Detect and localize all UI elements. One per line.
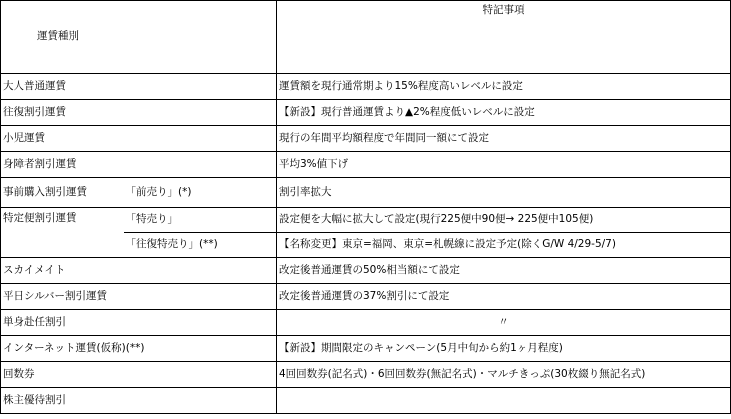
row-sub-specific-1: 「特売り」 <box>124 208 277 233</box>
row-label-specific: 特定便割引運賃 <box>1 208 124 258</box>
row-label-internet: インターネット運賃(仮称)(**) <box>1 336 277 362</box>
row-sub-advance: 「前売り」(*) <box>124 178 277 208</box>
table-row <box>1 208 731 233</box>
row-note-specific-2: 【名称変更】東京=福岡、東京=札幌線に設定予定(除くG/W 4/29-5/7) <box>277 233 731 258</box>
row-note-skymate: 改定後普通運賃の50%相当額にて設定 <box>277 258 731 284</box>
row-note-disabled: 平均3%値下げ <box>277 152 731 178</box>
row-label-shareholder: 株主優待割引 <box>1 388 277 414</box>
table-row <box>1 336 731 362</box>
row-label-advance: 事前購入割引運賃 <box>1 178 124 208</box>
row-label-coupon: 回数券 <box>1 362 277 388</box>
row-note-coupon: 4回回数券(記名式)・6回回数券(無記名式)・マルチきっぷ(30枚綴り無記名式) <box>277 362 731 388</box>
table-row <box>1 362 731 388</box>
row-note-round-trip: 【新設】現行普通運賃より▲2%程度低いレベルに設定 <box>277 100 731 126</box>
table-row <box>1 74 731 100</box>
header-row <box>1 1 731 74</box>
table-row <box>1 310 731 336</box>
table-row <box>1 284 731 310</box>
row-label-skymate: スカイメイト <box>1 258 277 284</box>
header-special-notes: 特記事項 <box>277 1 731 74</box>
row-note-specific-1: 設定便を大幅に拡大して設定(現行225便中90便→ 225便中105便) <box>277 208 731 233</box>
table-row <box>1 388 731 414</box>
row-label-round-trip: 往復割引運賃 <box>1 100 277 126</box>
row-label-adult: 大人普通運賃 <box>1 74 277 100</box>
row-note-internet: 【新設】期間限定のキャンペーン(5月中旬から約1ヶ月程度) <box>277 336 731 362</box>
row-note-shareholder <box>277 388 731 414</box>
row-label-disabled: 身障者割引運賃 <box>1 152 277 178</box>
row-note-senior: 改定後普通運賃の37%割引にて設定 <box>277 284 731 310</box>
row-label-single-posting: 単身赴任割引 <box>1 310 277 336</box>
row-note-child: 現行の年間平均額程度で年間同一額にて設定 <box>277 126 731 152</box>
row-note-adult: 運賃額を現行通常期より15%程度高いレベルに設定 <box>277 74 731 100</box>
row-sub-specific-2: 「往復特売り」(**) <box>124 233 277 258</box>
header-fare-type: 運賃種別 <box>1 1 277 74</box>
table-row <box>1 100 731 126</box>
table-row <box>1 126 731 152</box>
table-row <box>1 178 731 208</box>
table-row <box>1 152 731 178</box>
table-row <box>1 258 731 284</box>
row-note-single-posting: 〃 <box>277 310 731 336</box>
row-note-advance: 割引率拡大 <box>277 178 731 208</box>
row-label-senior: 平日シルバー割引運賃 <box>1 284 277 310</box>
row-label-child: 小児運賃 <box>1 126 277 152</box>
